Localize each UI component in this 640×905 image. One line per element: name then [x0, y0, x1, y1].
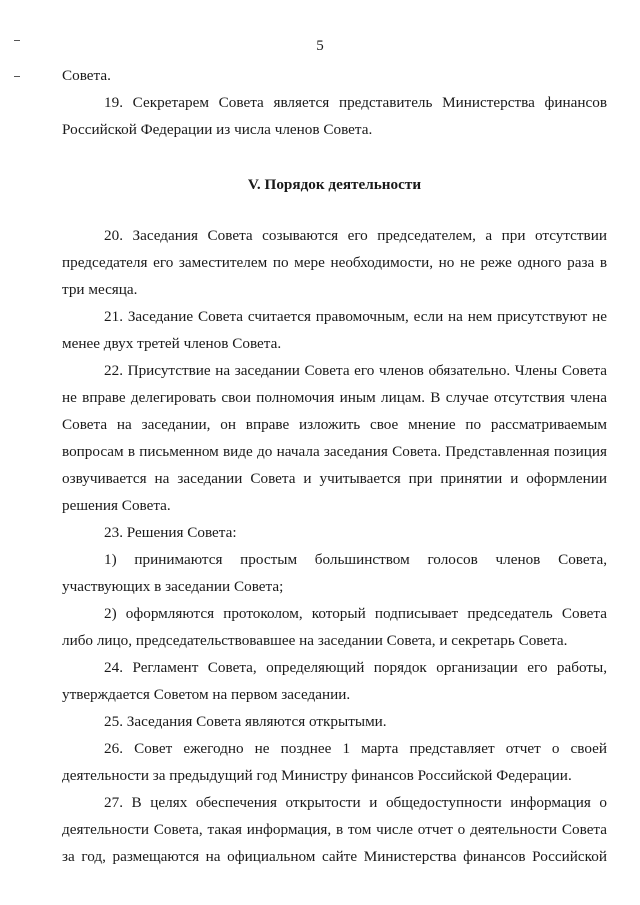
paragraph-20: 20. Заседания Совета созываются его председателем, а при отсутствии председателя его заместителем по мере необходимости, но не реже одного раза в три месяца.: [62, 227, 607, 298]
document-body: [62, 62, 607, 870]
paragraph-continuation: Совета.: [62, 67, 111, 84]
page-number: 5: [316, 38, 324, 54]
paragraph-23-item-2: 2) оформляются протоколом, который подписывает председатель Совета либо лицо, председательствовавшее на заседании Совета, и секретарь Совета.: [62, 605, 607, 649]
paragraph-24: 24. Регламент Совета, определяющий порядок организации его работы, утверждается Советом на первом заседании.: [62, 659, 607, 703]
paragraph-22: 22. Присутствие на заседании Совета его членов обязательно. Члены Совета не вправе делегировать свои полномочия иным лицам. В случае отсутствия члена Совета на заседании, он вправе изложить свое мнение по рассматриваемым вопросам в письменном виде до начала заседания Совета. Представленная позиция озвучивается на заседании Совета и учитывается при принятии и оформлении решения Совета.: [62, 362, 607, 514]
margin-mark: [14, 76, 20, 77]
section-heading: V. Порядок деятельности: [247, 176, 422, 193]
paragraph-23: 23. Решения Совета:: [104, 524, 237, 541]
paragraph-19: 19. Секретарем Совета является представитель Министерства финансов Российской Федерации из числа членов Совета.: [62, 94, 607, 138]
paragraph-23-item-1: 1) принимаются простым большинством голосов членов Совета, участвующих в заседании Совета;: [62, 551, 607, 595]
paragraph-25: 25. Заседания Совета являются открытыми.: [104, 713, 387, 730]
paragraph-27: 27. В целях обеспечения открытости и общедоступности информация о деятельности Совета, такая информация, в том числе отчет о деятельности Совета за год, размещаются на официальном сайте Министерства финансов Российской: [62, 794, 607, 865]
paragraph-21: 21. Заседание Совета считается правомочным, если на нем присутствуют не менее двух третей членов Совета.: [62, 308, 607, 352]
paragraph-26: 26. Совет ежегодно не позднее 1 марта представляет отчет о своей деятельности за предыдущий год Министру финансов Российской Федерации.: [62, 740, 607, 784]
